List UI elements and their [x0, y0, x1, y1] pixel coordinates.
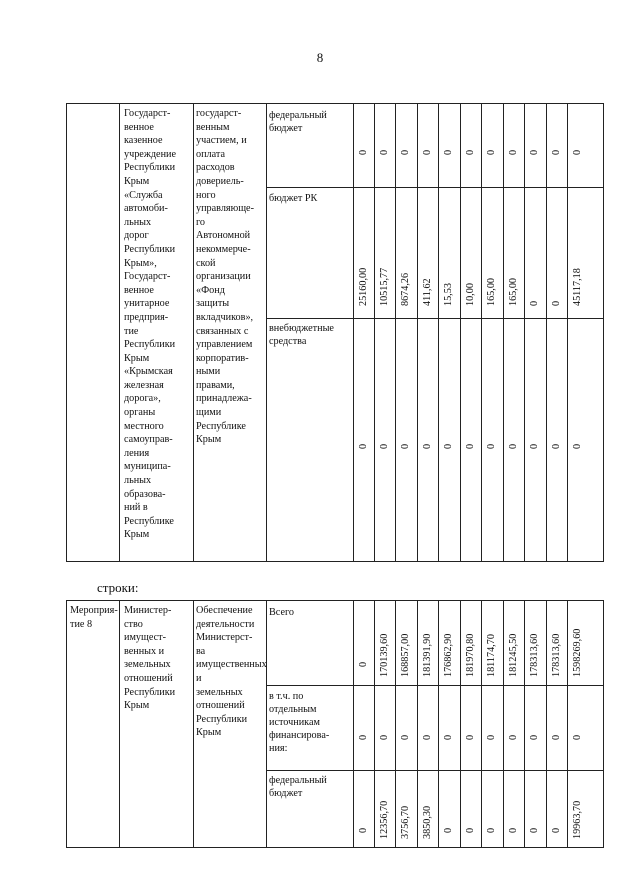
measure-name-cell: Мероприя- тие 8	[70, 605, 118, 630]
value-cell: 0	[357, 661, 369, 667]
value-cell: 8674,26	[399, 272, 411, 306]
value-cell: 0	[442, 827, 454, 833]
value-cell: 0	[485, 149, 497, 155]
value-cell: 0	[528, 443, 540, 449]
value-cell: 165,00	[485, 277, 497, 306]
value-cell: 0	[399, 149, 411, 155]
value-cell: 0	[399, 443, 411, 449]
value-cell: 3756,70	[399, 805, 411, 839]
value-cell: 0	[399, 734, 411, 740]
value-cell: 1598269,60	[571, 628, 583, 677]
value-cell: 0	[528, 827, 540, 833]
source-federal: федеральный бюджет	[269, 775, 327, 799]
value-cell: 0	[485, 827, 497, 833]
value-cell: 168857,00	[399, 633, 411, 677]
value-cell: 0	[550, 734, 562, 740]
value-cell: 12356,70	[378, 800, 390, 839]
value-cell: 0	[571, 149, 583, 155]
value-cell: 0	[507, 149, 519, 155]
measure-description-cell: государст- венным участием, и оплата расходов довериель- ного управляюще- го Автономной некоммерче- ской организации «Фонд защиты вкладчиков», связанных с управлением корпоратив- ными правами, принадлежа- щими Республике Крым	[196, 108, 254, 446]
value-cell: 0	[571, 734, 583, 740]
value-cell: 0	[485, 734, 497, 740]
value-cell: 0	[357, 734, 369, 740]
source-total: Всего	[269, 607, 294, 618]
value-cell: 178313,60	[550, 633, 562, 677]
value-cell: 0	[464, 149, 476, 155]
value-cell: 0	[357, 443, 369, 449]
value-cell: 181970,80	[464, 633, 476, 677]
value-cell: 10,00	[464, 283, 476, 306]
value-cell: 0	[378, 734, 390, 740]
value-cell: 0	[357, 149, 369, 155]
value-cell: 0	[485, 443, 497, 449]
value-cell: 0	[528, 300, 540, 306]
value-cell: 0	[550, 443, 562, 449]
funding-table-measure-8	[66, 600, 604, 848]
value-cell: 0	[571, 443, 583, 449]
source-breakdown: в т.ч. по отдельным источникам финансирова- ния:	[269, 691, 330, 754]
value-cell: 0	[357, 827, 369, 833]
value-cell: 0	[442, 734, 454, 740]
executor-cell: Министер- ство имущест- венных и земельных отношений Республики Крым	[124, 605, 176, 712]
value-cell: 0	[528, 734, 540, 740]
value-cell: 170139,60	[378, 633, 390, 677]
measure-description-cell: Обеспечение деятельности Министерст- ва имущественных и земельных отношений Республики Крым	[196, 605, 267, 739]
value-cell: 0	[507, 827, 519, 833]
value-cell: 411,62	[421, 278, 433, 306]
value-cell: 0	[421, 149, 433, 155]
executor-cell: Государст- венное казенное учреждение Республики Крым «Служба автомоби- льных дорог Республики Крым», Государст- венное унитарное предприя- тие Республики Крым «Крымская железная дорога», органы местного самоуправ- ления муниципа- льных образова- ний в Республике Крым	[124, 108, 177, 541]
source-regional: бюджет РК	[269, 193, 318, 204]
value-cell: 0	[464, 734, 476, 740]
value-cell: 0	[421, 734, 433, 740]
value-cell: 0	[507, 734, 519, 740]
value-cell: 0	[464, 827, 476, 833]
value-cell: 0	[464, 443, 476, 449]
value-cell: 0	[507, 443, 519, 449]
section-label: строки:	[97, 580, 139, 595]
value-cell: 45117,18	[571, 268, 583, 306]
value-cell: 0	[378, 443, 390, 449]
value-cell: 0	[378, 149, 390, 155]
value-cell: 178313,60	[528, 633, 540, 677]
value-cell: 25160,00	[357, 267, 369, 306]
value-cell: 176862,90	[442, 633, 454, 677]
value-cell: 0	[528, 149, 540, 155]
value-cell: 181174,70	[485, 634, 497, 677]
value-cell: 0	[550, 827, 562, 833]
value-cell: 0	[442, 149, 454, 155]
value-cell: 0	[550, 300, 562, 306]
value-cell: 3850,30	[421, 805, 433, 839]
funding-table-continued	[66, 103, 604, 562]
source-federal: федеральный бюджет	[269, 110, 327, 134]
value-cell: 0	[442, 443, 454, 449]
value-cell: 0	[421, 443, 433, 449]
value-cell: 0	[550, 149, 562, 155]
page-number: 8	[316, 50, 324, 65]
value-cell: 10515,77	[378, 267, 390, 306]
source-extrabudget: внебюджетные средства	[269, 323, 334, 347]
value-cell: 181391,90	[421, 633, 433, 677]
value-cell: 19963,70	[571, 800, 583, 839]
value-cell: 15,53	[442, 283, 454, 306]
value-cell: 165,00	[507, 277, 519, 306]
value-cell: 181245,50	[507, 633, 519, 677]
